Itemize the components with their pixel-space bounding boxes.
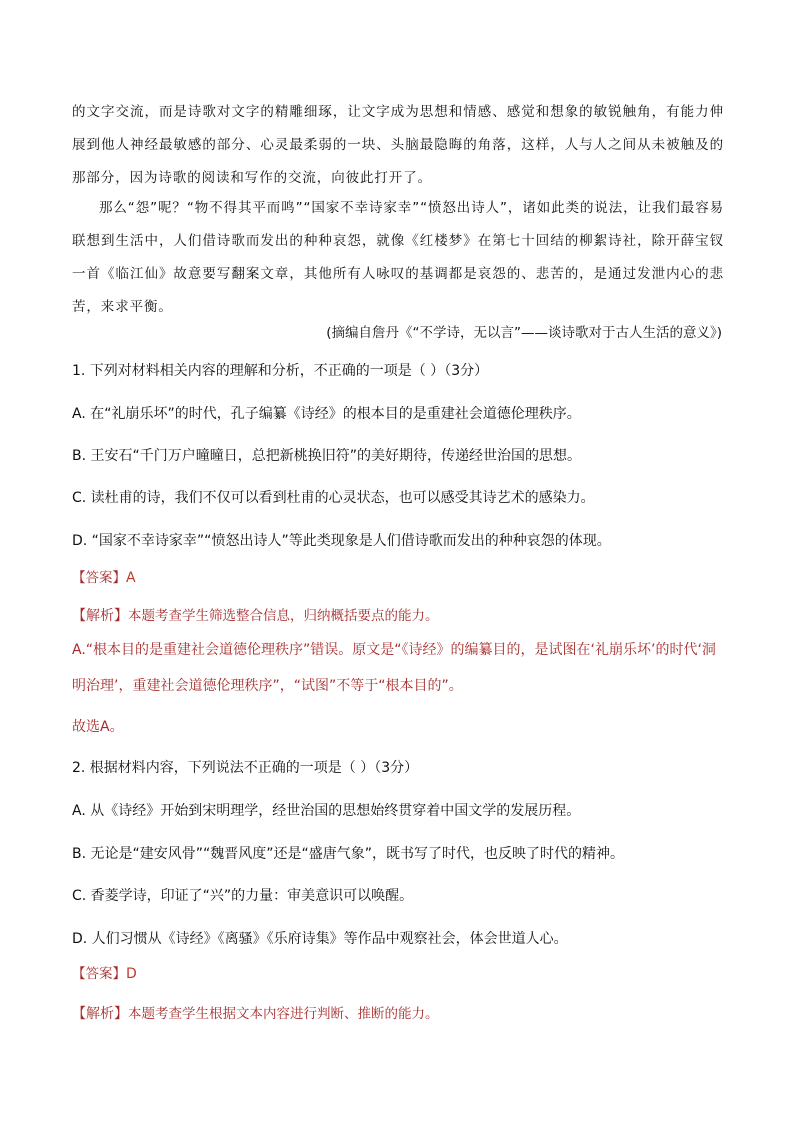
q1-stem: 1. 下列对材料相关内容的理解和分析，不正确的一项是（ ）（3分） — [72, 363, 489, 379]
q2-option-d: D. 人们习惯从《诗经》《离骚》《乐府诗集》等作品中观察社会，体会世道人心。 — [72, 931, 568, 947]
passage-paragraph-2: 那么“怨”呢？“物不得其平而鸣”“国家不幸诗家幸”“愤怒出诗人”，诸如此类的说法，让我们最容易联想到生活中，人们借诗歌而发出的种种哀怨，就像《红楼梦》在第七十回结的柳絮诗社，除开薛宝钗一首《临江仙》故意要写翻案文章，其他所有人咏叹的基调都是哀怨的、悲苦的，是通过发泄内心的悲苦，来求平衡。 — [72, 200, 724, 315]
q1-option-b: B. 王安石“千门万户曈曈日，总把新桃换旧符”的美好期待，传递经世治国的思想。 — [72, 448, 582, 464]
q2-answer — [72, 962, 732, 982]
q2-explanation — [72, 1002, 732, 1023]
q1-option-c: C. 读杜甫的诗，我们不仅可以看到杜甫的心灵状态，也可以感受其诗艺术的感染力。 — [72, 490, 595, 506]
q1-option-a: A. 在“礼崩乐坏”的时代，孔子编纂《诗经》的根本目的是重建社会道德伦理秩序。 — [72, 406, 581, 422]
q2-option-c: C. 香菱学诗，印证了“兴”的力量：审美意识可以唤醒。 — [72, 888, 414, 904]
passage-source: (摘编自詹丹《“不学诗，无以言”——谈诗歌对于古人生活的意义》) — [326, 325, 722, 341]
explanation-text: 本题考查学生根据文本内容进行判断、推断的能力。 — [128, 1006, 439, 1022]
answer-value: A — [126, 570, 136, 586]
answer-value: D — [126, 966, 137, 982]
q2-stem: 2. 根据材料内容，下列说法不正确的一项是（ ）（3分） — [72, 760, 419, 776]
explanation-text: 本题考查学生筛选整合信息，归纳概括要点的能力。 — [128, 608, 439, 624]
q1-option-d: D. “国家不幸诗家幸”“愤怒出诗人”等此类现象是人们借诗歌而发出的种种哀怨的体现。 — [72, 533, 611, 549]
q2-option-a: A. 从《诗经》开始到宋明理学，经世治国的思想始终贯穿着中国文学的发展历程。 — [72, 803, 581, 819]
q1-conclusion: 故选A。 — [72, 719, 124, 735]
answer-label: 【答案】 — [72, 966, 126, 982]
q1-explanation — [72, 604, 732, 625]
explanation-label: 【解析】 — [72, 1006, 128, 1022]
explanation-label: 【解析】 — [72, 608, 128, 624]
passage-paragraph-1: 的文字交流，而是诗歌对文字的精雕细琢，让文字成为思想和情感、感觉和想象的敏锐触角，有能力伸展到他人神经最敏感的部分、心灵最柔弱的一块、头脑最隐晦的角落，这样，人与人之间从未被触及的那部分，因为诗歌的阅读和写作的交流，向彼此打开了。 — [72, 104, 724, 186]
answer-label: 【答案】 — [72, 570, 126, 586]
q1-explanation-detail: A.“根本目的是重建社会道德伦理秩序”错误。原文是“《诗经》的编纂目的，是试图在‘礼崩乐坏’的时代‘洞明治理’，重建社会道德伦理秩序”，“试图”不等于“根本目的”。 — [72, 642, 716, 694]
q2-option-b: B. 无论是“建安风骨”“魏晋风度”还是“盛唐气象”，既书写了时代，也反映了时代的精神。 — [72, 846, 625, 862]
q1-answer — [72, 566, 732, 586]
